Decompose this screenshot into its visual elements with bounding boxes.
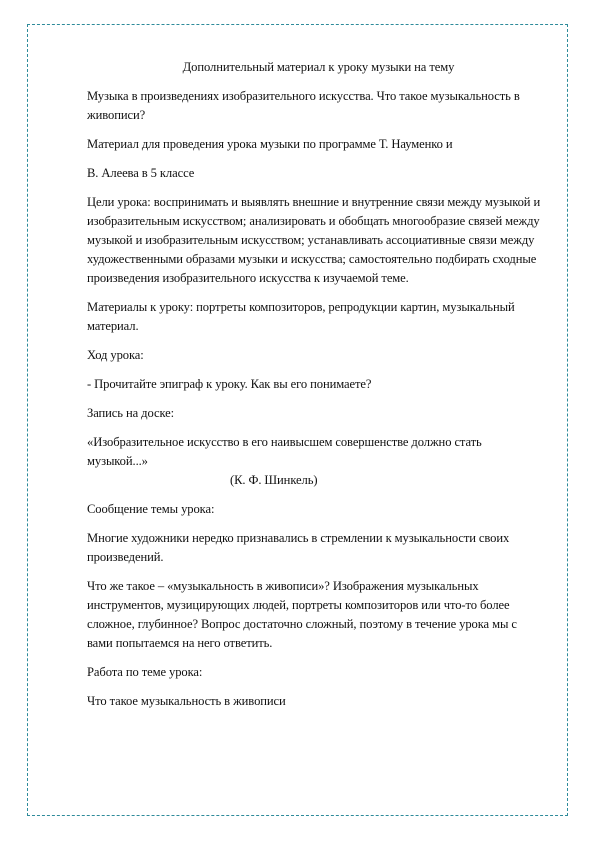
paragraph-materials: Материалы к уроку: портреты композиторов, репродукции картин, музыкальный материал. bbox=[87, 300, 515, 333]
paragraph-artists: Многие художники нередко признавались в стремлении к музыкальности своих произведений. bbox=[87, 531, 510, 564]
paragraph-work-on-topic: Работа по теме урока: bbox=[87, 665, 203, 679]
paragraph-goals: Цели урока: воспринимать и выявлять внешние и внутренние связи между музыкой и изобразительным искусством; анализировать и обобщать многообразие связей между музыкой и изобразительным искусством; устанавливать ассоциативные связи между художественными образами музыки и искусства; самостоятельно подбирать сходные произведения изобразительного искусства к изучаемой теме. bbox=[87, 195, 541, 285]
paragraph-musicality-question: Что же такое – «музыкальность в живописи»? Изображения музыкальных инструментов, музицирующих людей, портреты композиторов или что-то более сложное, глубинное? Вопрос достаточно сложный, поэтому в течение урока мы с вами попытаемся на него ответить. bbox=[87, 579, 517, 650]
document-title: Дополнительный материал к уроку музыки на тему bbox=[182, 60, 455, 74]
paragraph-topic: Музыка в произведениях изобразительного искусства. Что такое музыкальность в живописи? bbox=[87, 89, 520, 122]
paragraph-program: Материал для проведения урока музыки по программе Т. Науменко и bbox=[87, 137, 453, 151]
paragraph-authors-grade: В. Алеева в 5 классе bbox=[87, 166, 195, 180]
epigraph-quote bbox=[87, 433, 542, 490]
paragraph-lesson-topic: Сообщение темы урока: bbox=[87, 502, 215, 516]
paragraph-board-note: Запись на доске: bbox=[87, 406, 175, 420]
epigraph-quote-author: (К. Ф. Шинкель) bbox=[230, 473, 318, 487]
document-body bbox=[87, 58, 542, 721]
epigraph-quote-text: «Изобразительное искусство в его наивысшем совершенстве должно стать музыкой...» bbox=[87, 435, 482, 468]
paragraph-epigraph-question: - Прочитайте эпиграф к уроку. Как вы его понимаете? bbox=[87, 377, 372, 391]
paragraph-musicality-heading: Что такое музыкальность в живописи bbox=[87, 694, 286, 708]
paragraph-lesson-progress: Ход урока: bbox=[87, 348, 144, 362]
